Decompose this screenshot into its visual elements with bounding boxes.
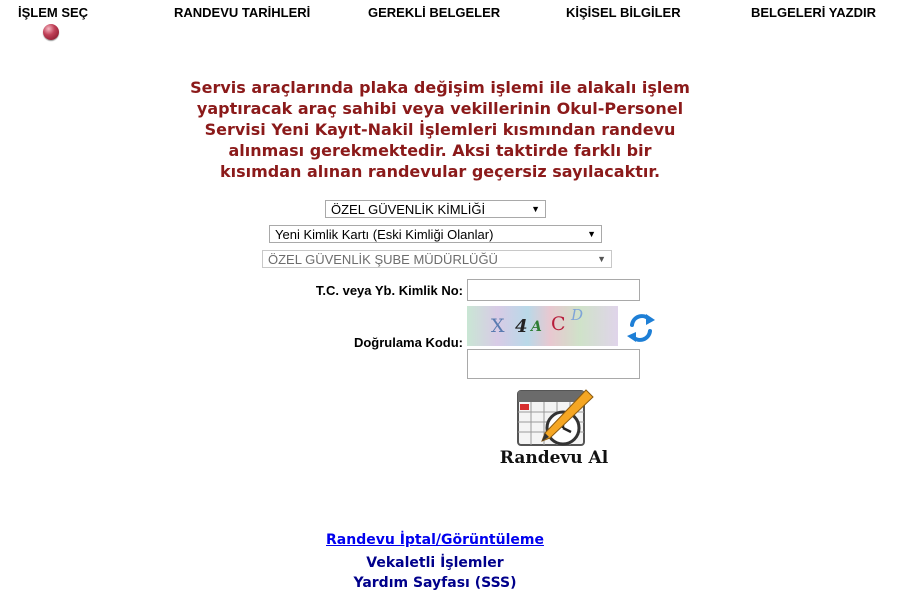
captcha-char: C — [551, 313, 566, 335]
id-number-input[interactable] — [467, 279, 640, 301]
step-islem-sec: İŞLEM SEÇ — [18, 5, 89, 20]
step-belgeleri-yazdir: BELGELERİ YAZDIR — [751, 5, 876, 20]
step-kisisel-bilgiler: KİŞİSEL BİLGİLER — [566, 5, 681, 20]
calendar-clock-icon — [496, 388, 612, 446]
step-navigation — [0, 0, 900, 50]
captcha-char: A — [531, 319, 542, 335]
chevron-down-icon: ▼ — [587, 229, 596, 239]
office-value: ÖZEL GÜVENLİK ŞUBE MÜDÜRLÜĞÜ — [268, 252, 498, 267]
transaction-value: Yeni Kimlik Kartı (Eski Kimliği Olanlar) — [275, 227, 494, 242]
help-page-link[interactable]: Yardım Sayfası (SSS) — [353, 575, 517, 591]
step-randevu-tarihleri: RANDEVU TARİHLERİ — [174, 5, 311, 20]
step-gerekli-belgeler: GEREKLİ BELGELER — [368, 5, 501, 20]
footer-links — [0, 530, 870, 593]
proxy-transactions-link[interactable]: Vekaletli İşlemler — [366, 555, 504, 571]
make-appointment-label: Randevu Al — [499, 448, 609, 468]
id-number-label: T.C. veya Yb. Kimlik No: — [315, 283, 463, 298]
refresh-captcha-icon[interactable] — [626, 311, 656, 345]
chevron-down-icon: ▼ — [531, 204, 540, 214]
captcha-char: 4 — [515, 316, 528, 337]
make-appointment-button[interactable] — [496, 388, 612, 470]
service-type-select[interactable] — [325, 200, 546, 218]
service-type-value: ÖZEL GÜVENLİK KİMLİĞİ — [331, 202, 486, 217]
captcha-char: D — [571, 306, 584, 324]
office-select[interactable] — [262, 250, 612, 268]
active-step-indicator-icon — [43, 24, 59, 40]
transaction-select[interactable] — [269, 225, 602, 243]
chevron-down-icon: ▼ — [597, 254, 606, 264]
appointment-cancel-view-link[interactable]: Randevu İptal/Görüntüleme — [326, 532, 544, 548]
captcha-image — [467, 306, 618, 346]
captcha-label: Doğrulama Kodu: — [353, 335, 463, 350]
notice-text: Servis araçlarında plaka değişim işlemi ile alakalı işlem yaptıracak araç sahibi veya vekillerinin Okul-Personel Servisi Yeni Kayıt-Nakil İşlemleri kısmından randevu alınması gerekmektedir. Aksi taktirde farklı bir kısımdan alınan randevular geçersiz sayılacaktır. — [190, 78, 690, 181]
captcha-char: X — [491, 315, 505, 337]
captcha-input[interactable] — [467, 349, 640, 379]
